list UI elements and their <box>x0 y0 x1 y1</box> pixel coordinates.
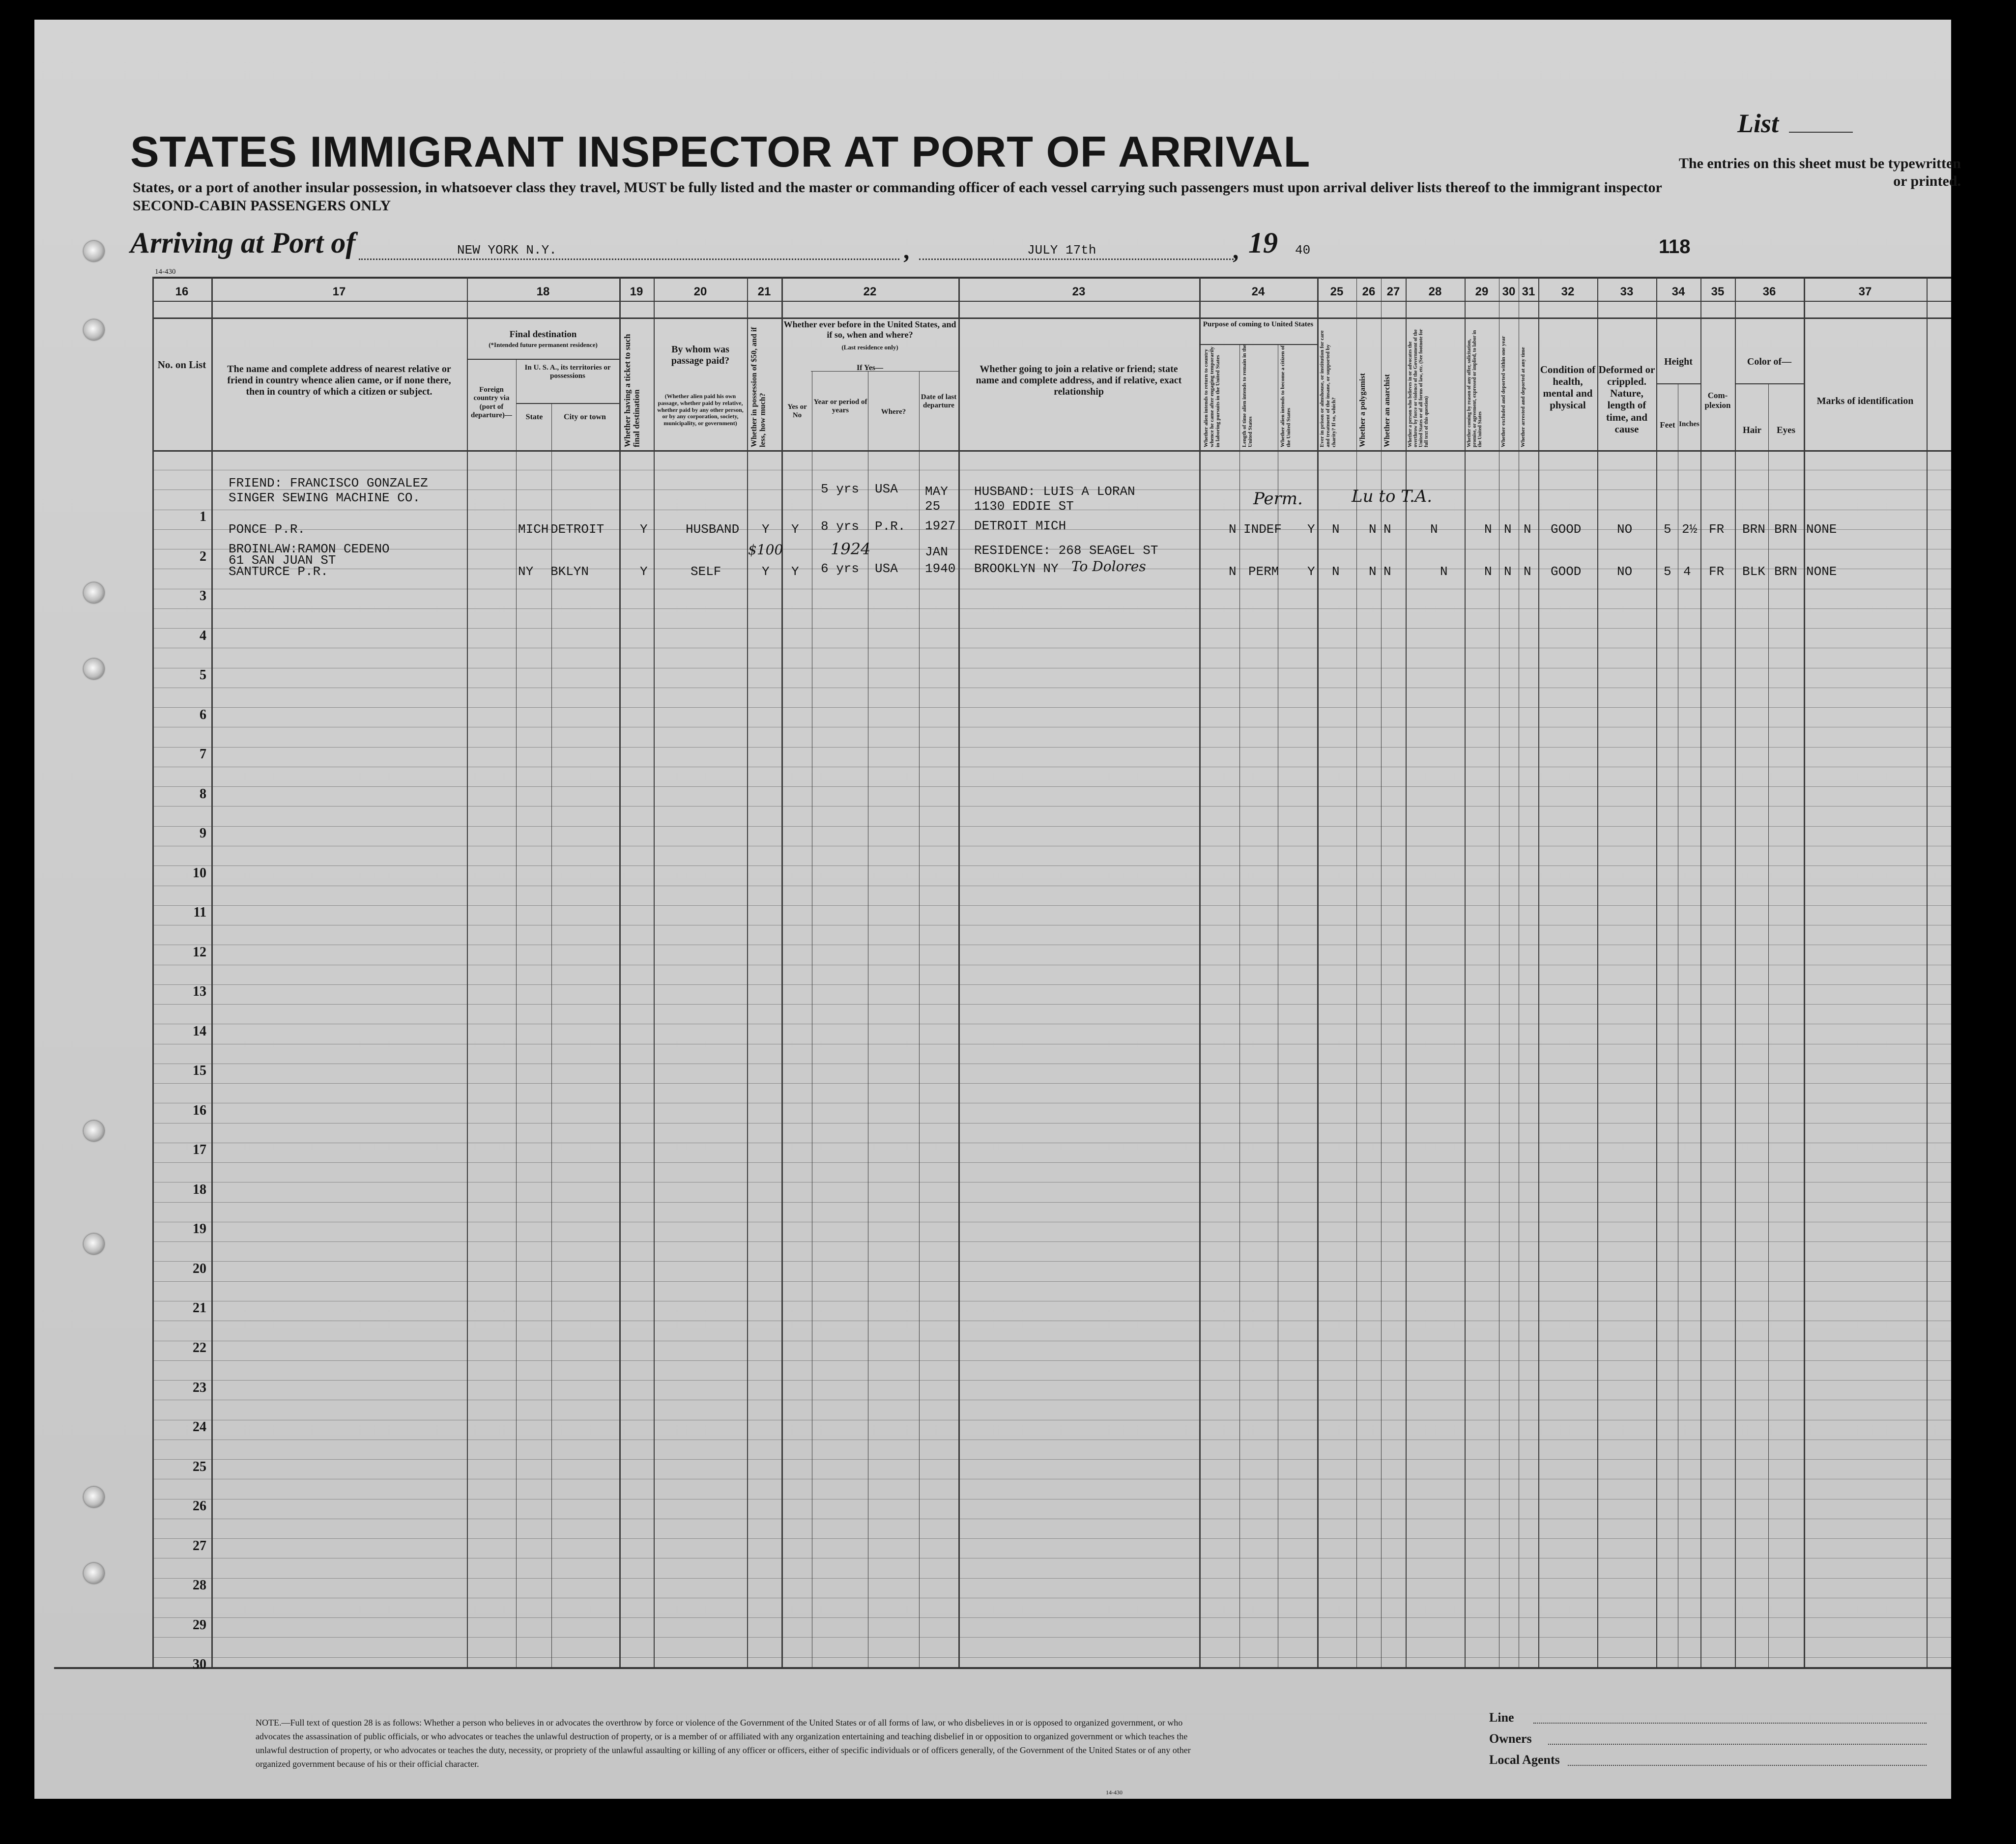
hdr-marks: Marks of identification <box>1816 396 1914 406</box>
ruled-line <box>152 905 1951 906</box>
q29: N <box>1484 522 1492 537</box>
column-rule <box>1406 277 1407 1667</box>
handwritten-note: To Dolores <box>1071 558 1146 575</box>
row-number: 11 <box>193 905 206 920</box>
row-number: 7 <box>200 747 206 762</box>
handwritten-note: Lu to T.A. <box>1352 487 1433 506</box>
col-num-29: 29 <box>1475 285 1489 298</box>
col-num-23: 23 <box>1072 285 1086 298</box>
col-num-36: 36 <box>1762 285 1776 298</box>
col-num-28: 28 <box>1428 285 1442 298</box>
relative-line-1: FRIEND: FRANCISCO GONZALEZ <box>229 476 428 490</box>
ruled-line <box>152 1162 1951 1163</box>
owners-field <box>1548 1744 1927 1745</box>
col-num-26: 26 <box>1362 285 1376 298</box>
joining-line-2: 1130 EDDIE ST <box>974 499 1074 514</box>
ruled-line <box>152 865 1951 866</box>
ruled-line <box>152 1657 1951 1658</box>
hdr-feet: Feet <box>1660 420 1675 430</box>
row-number: 17 <box>193 1142 206 1157</box>
departure-month: MAY <box>925 484 948 499</box>
col-num-32: 32 <box>1561 285 1575 298</box>
city: BKLYN <box>550 564 589 579</box>
hdr-complexion: Com-plexion <box>1704 391 1731 410</box>
q30: N <box>1504 522 1512 537</box>
row-number: 27 <box>193 1538 206 1554</box>
deformed: NO <box>1617 522 1633 537</box>
marks: NONE <box>1806 522 1837 537</box>
column-rule <box>467 277 468 1667</box>
column-rule <box>1597 277 1598 1667</box>
hdr-q29: Whether coming by reason of any offer, solicitation, promise, or agreement, expressed or implied, to labor in the United States <box>1467 330 1483 447</box>
binder-hole <box>84 659 104 679</box>
row-number: 6 <box>200 707 206 722</box>
q30: N <box>1504 564 1512 579</box>
binder-hole <box>84 1121 104 1141</box>
hdr-inches: Inches <box>1679 420 1699 428</box>
purpose-a: N <box>1229 522 1237 537</box>
ruled-line <box>152 806 1951 807</box>
hdr-color-of: Color of— <box>1747 356 1792 367</box>
row-number: 8 <box>200 786 206 802</box>
page-number: 118 <box>1659 236 1691 258</box>
column-rule <box>1239 344 1240 1667</box>
header-bottom-rule <box>152 450 1951 452</box>
ruled-line <box>152 1241 1951 1242</box>
col-num-16: 16 <box>175 285 189 298</box>
hdr-where: Where? <box>881 408 906 416</box>
purpose-b: INDEF <box>1243 522 1282 537</box>
hdr-polygamist: Whether a polygamist <box>1358 373 1367 447</box>
ruled-line <box>152 1637 1951 1638</box>
col-num-37: 37 <box>1858 285 1872 298</box>
marks: NONE <box>1806 564 1837 579</box>
local-agents-label: Local Agents <box>1489 1753 1560 1767</box>
eyes: BRN <box>1774 564 1797 579</box>
row-number: 30 <box>193 1657 206 1672</box>
ruled-line <box>152 1360 1951 1361</box>
column-rule <box>1768 383 1769 1667</box>
hdr-height: Height <box>1664 356 1693 367</box>
joining-line-1: RESIDENCE: 268 SEAGEL ST <box>974 543 1158 558</box>
hdr-date-last-departure: Date of last departure <box>921 393 957 410</box>
col-num-30: 30 <box>1502 285 1516 298</box>
hdr-purpose-a: Whether alien intends to return to country whence he came after engaging temporarily in laboring pursuits in the United States <box>1203 346 1221 447</box>
form-code: 14-430 <box>155 268 176 276</box>
col-num-18: 18 <box>536 285 550 298</box>
ruled-line <box>152 747 1951 748</box>
footer-form-code: 14-430 <box>1106 1789 1123 1796</box>
col-num-20: 20 <box>693 285 707 298</box>
hair: BLK <box>1742 564 1765 579</box>
line-field <box>1533 1723 1927 1724</box>
binder-hole <box>84 241 104 261</box>
hdr-anarchist: Whether an anarchist <box>1383 374 1391 447</box>
ruled-line <box>152 1261 1951 1262</box>
hdr-if-yes: If Yes— <box>856 364 884 372</box>
hdr-relative-address: The name and complete address of nearest relative or friend in country whence alien came, or if none there, then in country of which a citizen or subject. <box>227 364 451 397</box>
rule <box>811 371 958 372</box>
health: GOOD <box>1551 564 1582 579</box>
state: MICH <box>518 522 549 537</box>
column-rule <box>1381 277 1382 1667</box>
cabin-class: SECOND-CABIN PASSENGERS ONLY <box>133 198 391 214</box>
state: NY <box>518 564 534 579</box>
col-num-25: 25 <box>1330 285 1344 298</box>
years-1: 6 yrs <box>821 561 860 576</box>
row-number: 4 <box>200 628 206 643</box>
port-value: NEW YORK N.Y. <box>457 243 557 258</box>
hdr-city: City or town <box>564 413 606 421</box>
ruled-line <box>152 1083 1951 1084</box>
header-rule <box>152 317 1951 319</box>
form-title: STATES IMMIGRANT INSPECTOR AT PORT OF ARRIVAL <box>130 127 1311 176</box>
where-1: USA <box>875 561 898 576</box>
hdr-hair: Hair <box>1743 425 1761 435</box>
possession-50: Y <box>762 522 770 537</box>
hdr-passage-paid: By whom was passage paid? <box>671 344 730 366</box>
purpose-c: Y <box>1307 564 1315 579</box>
column-rule <box>152 277 154 1667</box>
column-rule <box>747 277 748 1667</box>
row-number: 9 <box>200 826 206 841</box>
anarchist: N <box>1383 522 1391 537</box>
polygamist: N <box>1369 522 1377 537</box>
row-number: 18 <box>193 1182 206 1197</box>
hdr-condition: Condition of health, mental and physical <box>1540 364 1596 411</box>
column-rule <box>516 359 517 1667</box>
form-instructions: States, or a port of another insular possession, in whatsoever class they travel, MUST be fully listed and the master or commanding officer of each vessel carrying such passengers must upon arrival deliver lists thereof to the immigrant inspector <box>133 179 1662 196</box>
height-inches: 4 <box>1683 564 1691 579</box>
anarchist: N <box>1383 564 1391 579</box>
hdr-q30: Whether excluded and deported within one year <box>1500 336 1506 447</box>
complexion: FR <box>1709 564 1725 579</box>
year-prefix: 19 <box>1248 227 1278 259</box>
passage-paid: SELF <box>691 564 721 579</box>
column-rule <box>1804 277 1805 1667</box>
eyes: BRN <box>1774 522 1797 537</box>
row-number: 26 <box>193 1498 206 1514</box>
prison: N <box>1332 522 1340 537</box>
table-bottom-border <box>54 1667 1951 1669</box>
where-1: USA <box>875 482 898 496</box>
ruled-line <box>152 1538 1951 1539</box>
q28: N <box>1430 522 1438 537</box>
hdr-foreign-country: Foreign country via (port of departure)— <box>471 386 512 419</box>
hdr-state: State <box>525 413 543 421</box>
complexion: FR <box>1709 522 1725 537</box>
row-number: 2 <box>200 549 206 564</box>
ruled-line <box>152 826 1951 827</box>
hdr-purpose-b: Length of time alien intends to remain in the United States <box>1241 345 1254 447</box>
purpose-c: Y <box>1307 522 1315 537</box>
year-suffix: 40 <box>1295 243 1311 258</box>
relative-line-3: SANTURCE P.R. <box>229 564 328 579</box>
comma: , <box>904 236 911 264</box>
column-rule <box>958 277 960 1667</box>
q29: N <box>1484 564 1492 579</box>
column-rule <box>1465 277 1466 1667</box>
health: GOOD <box>1551 522 1582 537</box>
rule <box>1199 344 1317 345</box>
departure-year: 1927 <box>925 519 956 533</box>
hair: BRN <box>1742 522 1765 537</box>
relative-line-1: BROINLAW:RAMON CEDENO <box>229 542 390 556</box>
departure-month: JAN <box>925 545 948 559</box>
ruled-line <box>152 628 1951 629</box>
row-number: 19 <box>193 1221 206 1237</box>
ticket: Y <box>640 564 648 579</box>
polygamist: N <box>1369 564 1377 579</box>
ruled-line <box>152 608 1951 609</box>
ruled-line <box>152 984 1951 985</box>
hdr-purpose: Purpose of coming to United States <box>1203 320 1314 328</box>
hdr-purpose-c: Whether alien intends to become a citizen of the United States <box>1280 345 1292 447</box>
hdr-prison: Ever in prison or almshouse, or institution for care and treatment of the insane, or supported by charity? If so, which? <box>1319 330 1337 447</box>
hdr-possession-50: Whether in possession of $50, and if less, how much? <box>750 327 767 447</box>
hdr-q31: Whether arrested and deported at any time <box>1520 347 1526 447</box>
column-rule <box>1356 277 1357 1667</box>
footnote-question-28: NOTE.—Full text of question 28 is as follows: Whether a person who believes in or advocates the overthrow by force or violence of the Government of the United States or of all forms of law, or who disbelieves in or is opposed to organized government, or who advocates the assassination of public officials, or who advocates or teaches the unlawful destruction of property, or is a member of or affiliated with any organization entertaining and teaching disbelief in or opposition to organized government or which teaches the unlawful destruction of property, or who advocates or teaches the duty, necessity, or propriety of the unlawful assaulting or killing of any officer or officers, either of specific individuals or of officers generally, of the Government of the United States or of any other organized government because of his or their official character. <box>256 1718 1191 1769</box>
date-value: JULY 17th <box>1027 243 1096 258</box>
ruled-line <box>152 1281 1951 1282</box>
handwritten-note: Perm. <box>1253 489 1303 509</box>
col-num-17: 17 <box>332 285 346 298</box>
ruled-line <box>152 786 1951 787</box>
row-number: 15 <box>193 1063 206 1078</box>
owners-label: Owners <box>1489 1731 1532 1746</box>
col-num-22: 22 <box>863 285 877 298</box>
column-rule <box>551 403 552 1667</box>
handwritten-amount: $100 <box>748 542 783 558</box>
hdr-before-us-note: (Last residence only) <box>841 344 898 351</box>
hdr-ticket: Whether having a ticket to such final destination <box>623 334 641 447</box>
list-label: List <box>1737 109 1779 138</box>
hdr-final-destination: Final destination <box>509 329 577 340</box>
passage-paid: HUSBAND <box>686 522 740 537</box>
binder-hole <box>84 1487 104 1507</box>
comma: , <box>1234 236 1240 264</box>
row-number: 20 <box>193 1261 206 1276</box>
line-label: Line <box>1489 1710 1514 1725</box>
list-number-line <box>1789 132 1853 133</box>
hdr-year-period: Year or period of years <box>813 398 867 415</box>
ruled-line <box>152 1004 1951 1005</box>
relative-line-2: SINGER SEWING MACHINE CO. <box>229 490 421 505</box>
q31: N <box>1524 564 1531 579</box>
row-number: 28 <box>193 1578 206 1593</box>
column-rule <box>1199 277 1201 1667</box>
purpose-a: N <box>1229 564 1237 579</box>
hdr-yes-no: Yes or No <box>787 403 807 420</box>
column-rule <box>1735 277 1736 1667</box>
height-feet: 5 <box>1664 564 1671 579</box>
column-number-rule <box>152 301 1951 302</box>
row-number: 21 <box>193 1300 206 1316</box>
joining-line-3: DETROIT MICH <box>974 519 1066 533</box>
row-number: 23 <box>193 1380 206 1395</box>
where-2: P.R. <box>875 519 906 534</box>
col-num-24: 24 <box>1251 285 1265 298</box>
hdr-deformed: Deformed or crippled. Nature, length of time, and cause <box>1598 364 1655 435</box>
column-rule <box>619 277 621 1667</box>
binder-hole <box>84 1234 104 1254</box>
column-rule <box>211 277 213 1667</box>
row-number: 25 <box>193 1459 206 1474</box>
row-number: 13 <box>193 984 206 999</box>
col-num-34: 34 <box>1671 285 1685 298</box>
row-number: 5 <box>200 667 206 683</box>
port-line <box>359 259 899 260</box>
col-num-35: 35 <box>1711 285 1725 298</box>
col-num-27: 27 <box>1386 285 1400 298</box>
row-number: 1 <box>200 509 206 524</box>
ruled-line <box>152 707 1951 708</box>
relative-line-2: 61 SAN JUAN ST <box>229 553 336 568</box>
row-number: 14 <box>193 1024 206 1039</box>
column-rule <box>1538 277 1539 1667</box>
column-rule <box>654 277 655 1667</box>
table-top-border <box>152 277 1951 279</box>
relative-line-3: PONCE P.R. <box>229 522 306 537</box>
column-rule <box>1656 277 1657 1667</box>
binder-hole <box>84 1563 104 1584</box>
row-number: 24 <box>193 1419 206 1435</box>
q28: N <box>1440 564 1448 579</box>
rule <box>516 403 619 404</box>
deformed: NO <box>1617 564 1633 579</box>
joining-line-1: HUSBAND: LUIS A LORAN <box>974 484 1135 499</box>
ruled-line <box>152 1459 1951 1460</box>
before-us: Y <box>791 522 799 537</box>
hdr-passage-note: (Whether alien paid his own passage, whether paid by relative, whether paid by any other person, or by any corporation, society, municipality, or government) <box>657 393 744 427</box>
col-num-33: 33 <box>1620 285 1634 298</box>
rule <box>1735 383 1804 384</box>
height-inches: 2½ <box>1682 522 1698 537</box>
hdr-before-us: Whether ever before in the United States, and if so, when and where? <box>783 319 956 340</box>
rule <box>467 359 619 360</box>
row-number: 12 <box>193 945 206 960</box>
column-rule <box>1700 277 1701 1667</box>
typed-note: The entries on this sheet must be typewritten or printed. <box>1678 155 1961 189</box>
binder-hole <box>84 319 104 340</box>
before-us: Y <box>791 564 799 579</box>
departure-year: 1940 <box>925 561 956 576</box>
ruled-line <box>152 1578 1951 1579</box>
possession-50: Y <box>762 564 770 579</box>
handwritten-year: 1924 <box>831 540 871 558</box>
row-number: 29 <box>193 1617 206 1633</box>
ticket: Y <box>640 522 648 537</box>
years-1: 5 yrs <box>821 482 860 496</box>
ruled-line <box>152 1123 1951 1124</box>
departure-day: 25 <box>925 499 941 514</box>
hdr-joining: Whether going to join a relative or friend; state name and complete address, and if relative, exact relationship <box>976 364 1182 397</box>
years-2: 8 yrs <box>821 519 860 534</box>
col-num-19: 19 <box>630 285 643 298</box>
joining-line-2: BROOKLYN NY <box>974 561 1059 576</box>
date-line <box>919 259 1234 260</box>
height-feet: 5 <box>1664 522 1671 537</box>
purpose-b: PERM <box>1248 564 1279 579</box>
ruled-line <box>152 1380 1951 1381</box>
col-num-31: 31 <box>1522 285 1535 298</box>
arriving-label: Arriving at Port of <box>130 227 356 259</box>
row-number: 16 <box>193 1103 206 1118</box>
row-number: 3 <box>200 588 206 604</box>
hdr-final-destination-note: (*Intended future permanent residence) <box>489 341 598 348</box>
q31: N <box>1524 522 1531 537</box>
city: DETROIT <box>550 522 605 537</box>
prison: N <box>1332 564 1340 579</box>
col-num-21: 21 <box>757 285 771 298</box>
local-agents-field <box>1568 1765 1927 1766</box>
column-rule <box>781 277 783 1667</box>
row-number: 22 <box>193 1340 206 1355</box>
hdr-no-on-list: No. on List <box>157 359 206 371</box>
column-rule <box>1927 277 1928 1667</box>
column-rule <box>1317 277 1319 1667</box>
rule <box>1656 383 1700 384</box>
ruled-line <box>152 1617 1951 1618</box>
row-number: 10 <box>193 865 206 881</box>
hdr-q28: Whether a person who believes in or advocates the overthrow by force or violence of the Government of the United States or of all forms of law, etc. (See footnote for full text of this question) <box>1408 329 1429 447</box>
hdr-in-usa: In U. S. A., its territories or possessions <box>524 364 611 380</box>
manifest-sheet <box>34 20 1961 1799</box>
hdr-eyes: Eyes <box>1777 425 1795 435</box>
binder-hole <box>84 582 104 603</box>
ruled-line <box>152 1202 1951 1203</box>
column-rule <box>919 371 920 1667</box>
